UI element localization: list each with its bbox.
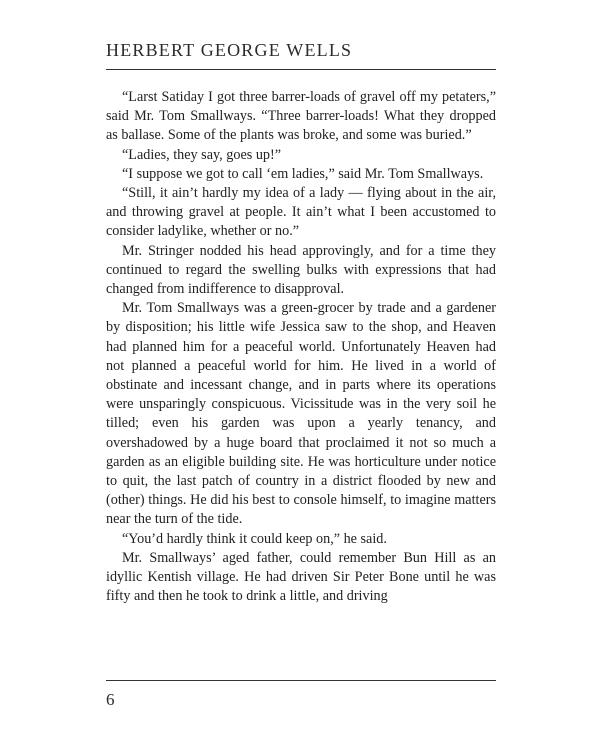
paragraph: Mr. Stringer nodded his head approvingly, and for a time they continued to regard the swelling bulks with expressions that had changed from indifference to disapproval. xyxy=(106,242,496,298)
paragraph: “Ladies, they say, goes up!” xyxy=(122,146,282,163)
paragraph: “You’d hardly think it could keep on,” he said. xyxy=(122,530,387,547)
paragraph: Mr. Smallways’ aged father, could remember Bun Hill as an idyllic Kentish village. He had driven Sir Peter Bone until he was fifty and then he took to drink a little, and driving xyxy=(106,549,496,605)
header-rule xyxy=(106,69,496,70)
paragraph: Mr. Tom Smallways was a green-grocer by trade and a gardener by disposition; his little wife Jessica saw to the shop, and Heaven had planned him for a peaceful world. Unfortunately Heaven had not planned a peaceful world for him. He lived in a world of obstinate and incessant change, and in parts where its operations were unsparingly conspicuous. Vicissitude was in the very soil he tilled; even his garden was upon a yearly tenancy, and overshadowed by a huge board that proclaimed it not so much a garden as an eligible building site. He was horticulture under notice to quit, the last patch of country in a district flooded by new and (other) things. He did his best to console himself, to imagine matters near the turn of the tide. xyxy=(106,300,496,528)
body-text xyxy=(106,88,496,606)
page-number: 6 xyxy=(106,690,115,709)
paragraph: “Still, it ain’t hardly my idea of a lady — flying about in the air, and throwing gravel at people. It ain’t what I been accustomed to consider ladylike, whether or no.” xyxy=(106,185,496,240)
paragraph: “I suppose we got to call ‘em ladies,” said Mr. Tom Smallways. xyxy=(122,165,484,182)
running-head: HERBERT GEORGE WELLS xyxy=(106,40,353,60)
footer-rule xyxy=(106,680,496,681)
paragraph: “Larst Satiday I got three barrer-loads of gravel off my petaters,” said Mr. Tom Smallways. “Three barrer-loads! What they dropped as ballase. Some of the plants was broke, and some was buried.” xyxy=(106,89,496,144)
